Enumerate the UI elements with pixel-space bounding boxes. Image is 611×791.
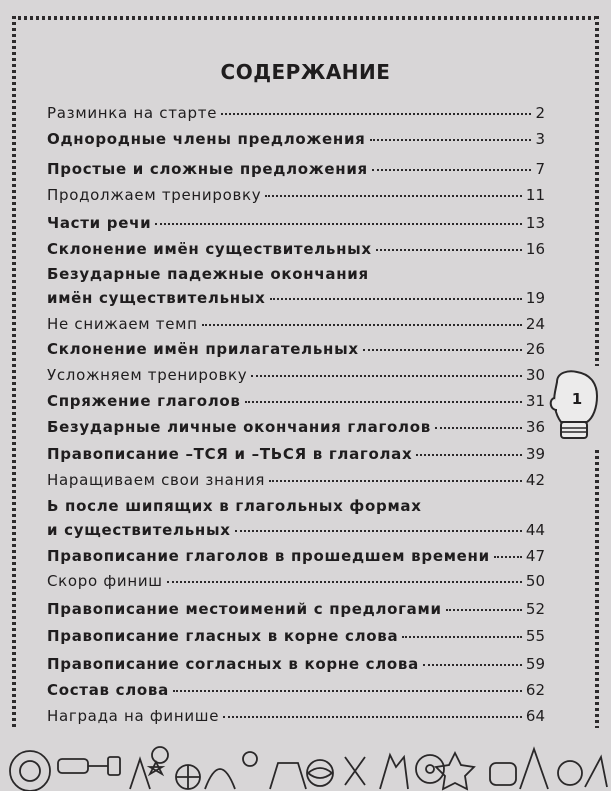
toc-entry <box>47 521 545 539</box>
toc-entry <box>47 627 545 645</box>
toc-entry-title: Наращиваем свои знания <box>47 471 266 489</box>
toc-entry <box>47 418 545 436</box>
toc-leader-dots <box>372 169 532 171</box>
toc-entry <box>47 340 545 358</box>
toc-entry-page: 13 <box>525 214 545 232</box>
toc-entry-title: Правописание местоимений с предлогами <box>47 600 442 618</box>
toc-entry-page: 36 <box>525 418 545 436</box>
toc-leader-dots <box>363 349 522 351</box>
toc-entry <box>47 681 545 699</box>
toc-entry-page: 64 <box>525 707 545 725</box>
toc-entry <box>47 392 545 410</box>
toc-entry <box>47 214 545 232</box>
page-title: СОДЕРЖАНИЕ <box>220 60 391 84</box>
toc-entry-page: 24 <box>525 315 545 333</box>
toc-entry <box>47 315 545 333</box>
toc-entry-page: 59 <box>525 655 545 673</box>
toc-entry-title: Однородные члены предложения <box>47 130 366 148</box>
toc-leader-dots <box>446 609 522 611</box>
toc-entry-title: Склонение имён существительных <box>47 240 372 258</box>
toc-entry-title: Усложняем тренировку <box>47 366 248 384</box>
sports-doodle-border <box>0 729 611 791</box>
toc-leader-dots <box>173 690 522 692</box>
toc-entry-page: 19 <box>525 289 545 307</box>
toc-leader-dots <box>223 716 522 718</box>
rope-border-top <box>12 16 599 20</box>
toc-entry-title: Простые и сложные предложения <box>47 160 368 178</box>
toc-entry-page: 44 <box>525 521 545 539</box>
toc-leader-dots <box>376 249 522 251</box>
toc-leader-dots <box>155 223 522 225</box>
rope-border-right-lower <box>595 450 599 728</box>
page-number: 1 <box>571 390 583 408</box>
toc-entry-page: 52 <box>525 600 545 618</box>
toc-entry <box>47 186 545 204</box>
toc-entry-title: Не снижаем темп <box>47 315 198 333</box>
toc-leader-dots <box>269 480 522 482</box>
toc-entry <box>47 130 545 148</box>
toc-entry-title-line1: Ь после шипящих в глагольных формах <box>47 497 422 515</box>
toc-leader-dots <box>270 298 522 300</box>
toc-entry-page: 47 <box>525 547 545 565</box>
toc-entry <box>47 240 545 258</box>
toc-entry-title: Склонение имён прилагательных <box>47 340 359 358</box>
toc-entry-page: 7 <box>535 160 545 178</box>
toc-entry-title-line1: Безударные падежные окончания <box>47 265 369 283</box>
toc-entry <box>47 160 545 178</box>
toc-leader-dots <box>494 556 522 558</box>
toc-entry-title: Безударные личные окончания глаголов <box>47 418 431 436</box>
toc-entry <box>47 707 545 725</box>
toc-leader-dots <box>202 324 522 326</box>
toc-entry-page: 11 <box>525 186 545 204</box>
toc-leader-dots <box>402 636 522 638</box>
toc-entry-page: 55 <box>525 627 545 645</box>
toc-entry-title: Правописание глаголов в прошедшем времени <box>47 547 490 565</box>
toc-leader-dots <box>416 454 522 456</box>
toc-entry-page: 39 <box>525 445 545 463</box>
toc-entry <box>47 572 545 590</box>
toc-leader-dots <box>251 375 522 377</box>
toc-entry-title: Правописание –ТСЯ и –ТЬСЯ в глаголах <box>47 445 413 463</box>
boxing-glove-icon <box>547 368 603 444</box>
toc-entry-page: 16 <box>525 240 545 258</box>
toc-entry-title: Правописание согласных в корне слова <box>47 655 419 673</box>
toc-leader-dots <box>245 401 522 403</box>
toc-entry <box>47 600 545 618</box>
toc-entry <box>47 655 545 673</box>
toc-entry-page: 31 <box>525 392 545 410</box>
toc-entry <box>47 471 545 489</box>
toc-leader-dots <box>423 664 522 666</box>
toc-entry-title: Части речи <box>47 214 152 232</box>
toc-entry-page: 62 <box>525 681 545 699</box>
toc-entry-title: Награда на финише <box>47 707 220 725</box>
toc-entry-page: 30 <box>525 366 545 384</box>
toc-entry-title: Спряжение глаголов <box>47 392 241 410</box>
toc-entry-title: Правописание гласных в корне слова <box>47 627 399 645</box>
rope-border-left <box>12 16 16 728</box>
toc-leader-dots <box>167 581 522 583</box>
toc-entry <box>47 366 545 384</box>
toc-entry <box>47 289 545 307</box>
toc-leader-dots <box>435 427 522 429</box>
toc-entry-title: Скоро финиш <box>47 572 163 590</box>
toc-leader-dots <box>370 139 532 141</box>
toc-entry-page: 3 <box>535 130 545 148</box>
toc-entry-page: 26 <box>525 340 545 358</box>
toc-entry <box>47 547 545 565</box>
toc-entry-title: имён существительных <box>47 289 266 307</box>
toc-entry-page: 2 <box>535 104 545 122</box>
toc-entry-page: 50 <box>525 572 545 590</box>
toc-entry <box>47 445 545 463</box>
toc-entry-title: Разминка на старте <box>47 104 218 122</box>
toc-leader-dots <box>265 195 522 197</box>
toc-leader-dots <box>221 113 531 115</box>
toc-entry-title: и существительных <box>47 521 231 539</box>
toc-entry-title: Состав слова <box>47 681 169 699</box>
toc-entry-title: Продолжаем тренировку <box>47 186 262 204</box>
toc-leader-dots <box>235 530 522 532</box>
toc-entry-page: 42 <box>525 471 545 489</box>
toc-entry <box>47 104 545 122</box>
